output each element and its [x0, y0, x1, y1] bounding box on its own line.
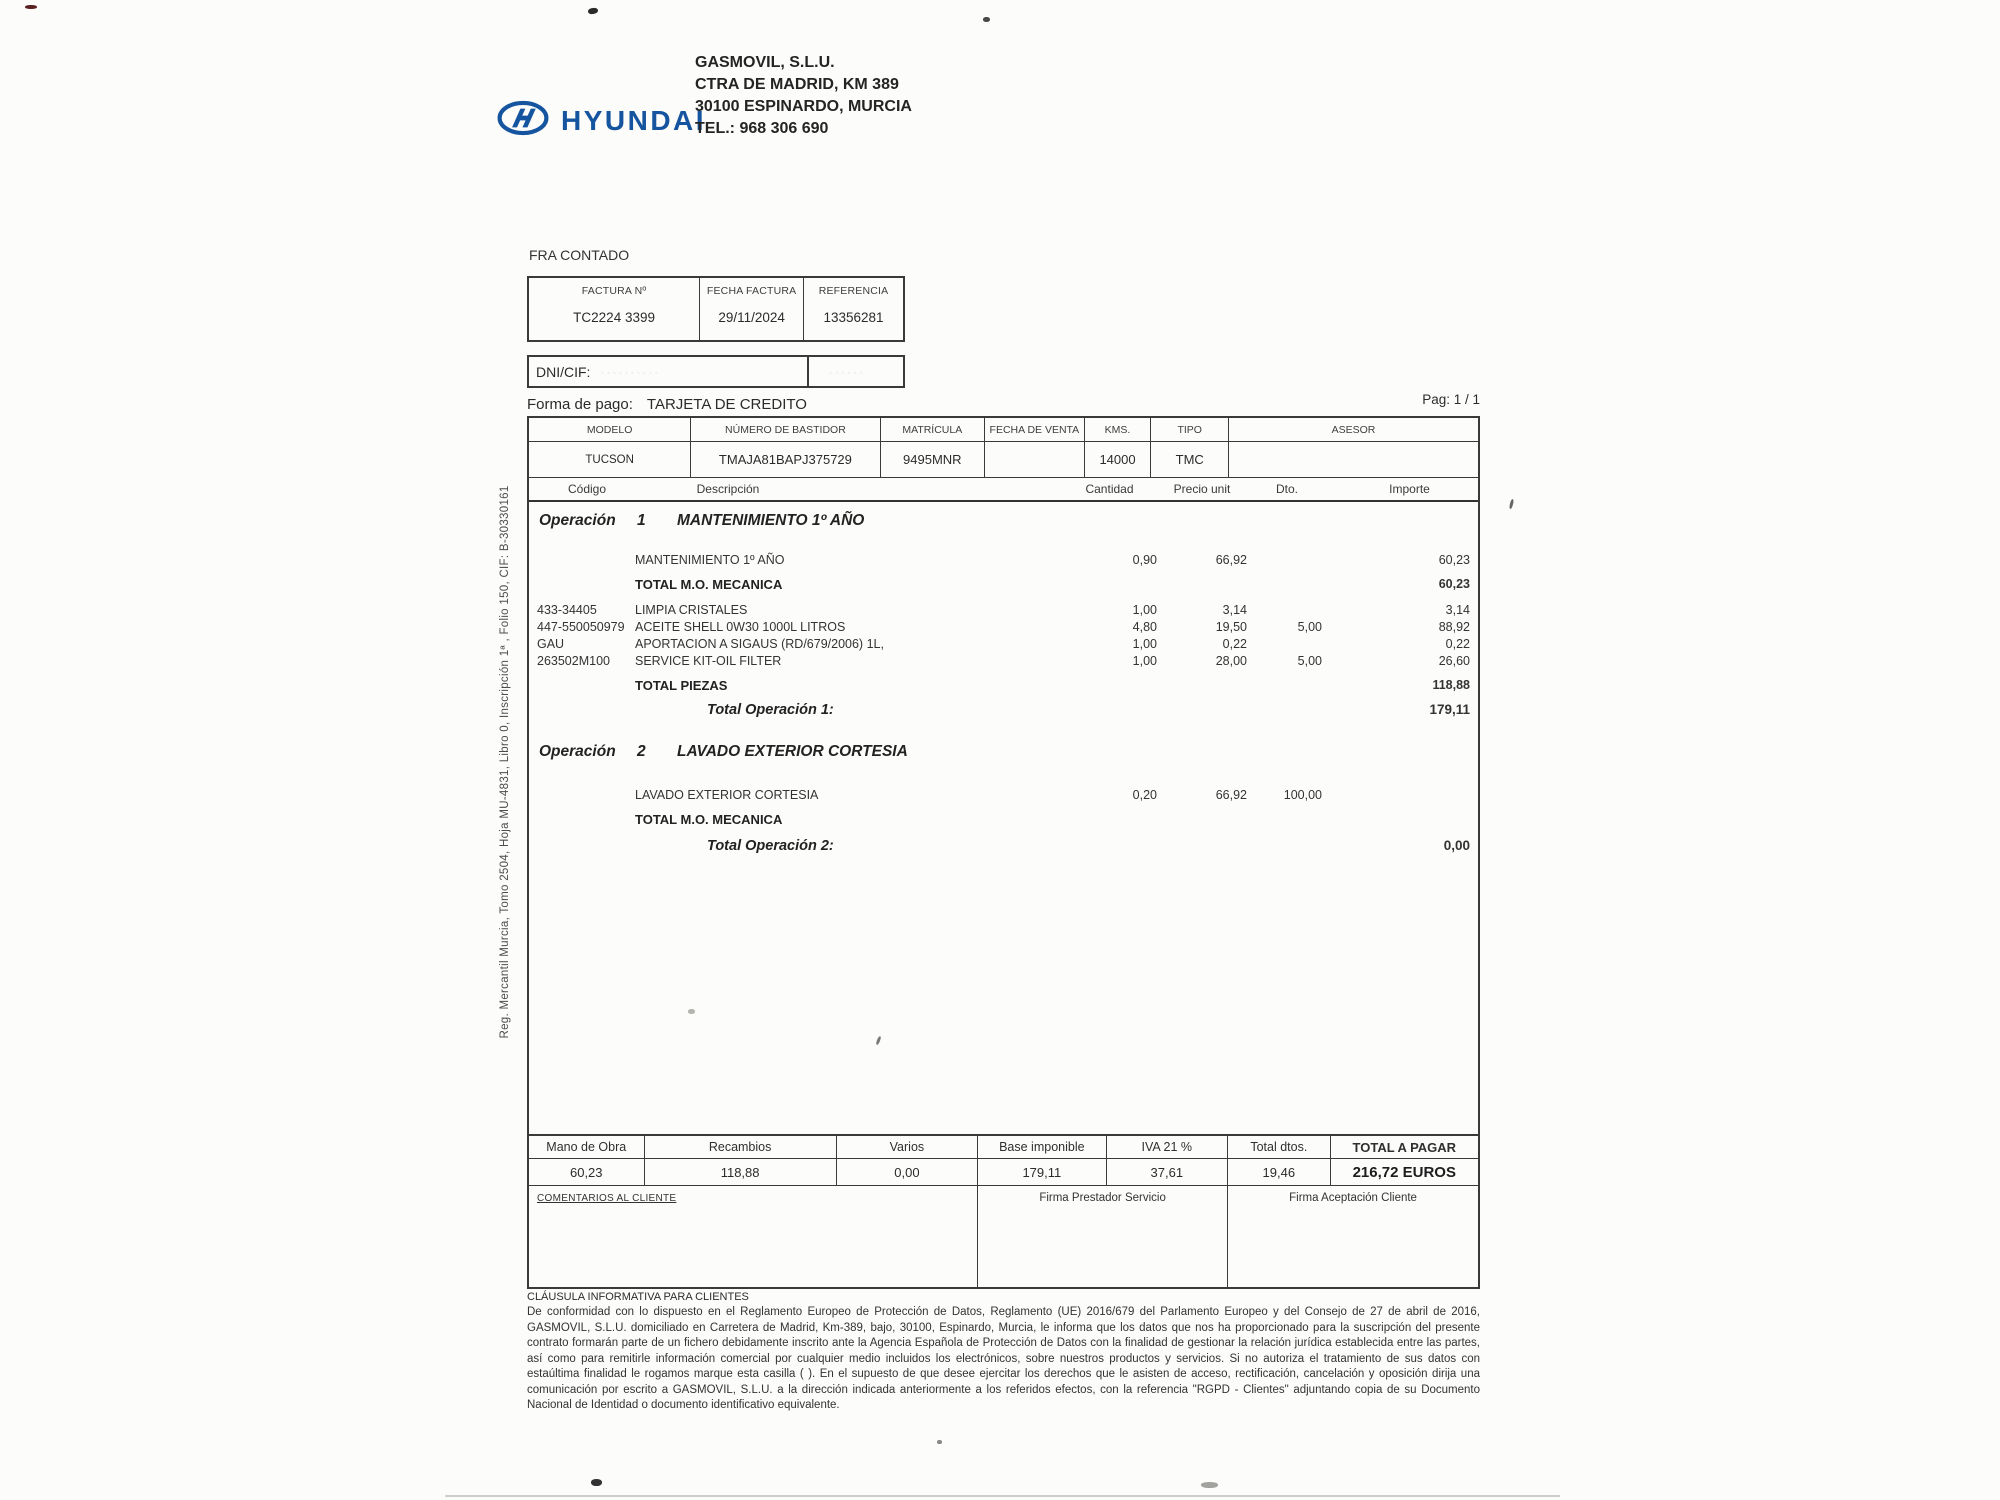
vehicle-header-modelo: MODELO	[529, 418, 691, 441]
totals-value-total-a-pagar: 216,72 EUROS	[1352, 1163, 1456, 1181]
invoice-number-header: FACTURA Nº	[581, 285, 647, 297]
operation-1-header	[529, 512, 1478, 530]
totals-value-iva: 37,61	[1107, 1159, 1228, 1185]
totals-value-varios: 0,00	[837, 1159, 978, 1185]
vehicle-header-kms: KMS.	[1085, 418, 1152, 441]
company-phone: TEL.: 968 306 690	[695, 120, 829, 137]
mercantile-registry-vertical-text: Reg. Mercantil Murcia, Tomo 2504, Hoja MU-4831, Libro 0, Inscripción 1ª , Folio 150, CIF: B-30330161	[499, 485, 511, 1039]
totals-header-base-imponible: Base imponible	[978, 1136, 1106, 1158]
item-dto: 5,00	[1297, 654, 1322, 668]
item-row-lavado	[529, 788, 1478, 806]
scan-speck	[588, 7, 599, 14]
page-number-label: Pag: 1 / 1	[1422, 392, 1480, 407]
item-price: 19,50	[1215, 620, 1247, 634]
item-amount: 26,60	[1438, 654, 1470, 668]
vehicle-asesor-value	[1229, 442, 1478, 477]
invoice-date-header: FECHA FACTURA	[706, 285, 797, 297]
company-info-block	[695, 52, 912, 140]
item-row-aceite	[529, 620, 1478, 638]
operation-2-number: 2	[637, 743, 646, 760]
item-dto: 100,00	[1283, 788, 1322, 802]
company-name: GASMOVIL, S.L.U.	[695, 54, 835, 71]
company-address-line1: CTRA DE MADRID, KM 389	[695, 76, 899, 93]
item-desc: MANTENIMIENTO 1º AÑO	[635, 553, 785, 567]
operation-2-name: LAVADO EXTERIOR CORTESIA	[677, 743, 908, 760]
item-code: 433-34405	[537, 603, 597, 617]
payment-method-value: TARJETA DE CREDITO	[646, 396, 807, 413]
invoice-number-cell	[529, 278, 700, 340]
provider-signature-label: Firma Prestador Servicio	[1039, 1192, 1166, 1204]
items-header-importe: Importe	[1389, 482, 1430, 496]
vehicle-header-matricula: MATRÍCULA	[881, 418, 986, 441]
item-qty: 0,20	[1132, 788, 1157, 802]
dni-box-divider	[807, 357, 809, 386]
hyundai-logo-text: HYUNDAI	[561, 104, 707, 136]
item-price: 66,92	[1215, 553, 1247, 567]
item-price: 28,00	[1215, 654, 1247, 668]
item-desc: APORTACION A SIGAUS (RD/679/2006) 1L,	[635, 637, 884, 651]
vehicle-header-asesor: ASESOR	[1331, 423, 1376, 436]
scan-speck	[591, 1479, 602, 1486]
totals-value-base-imponible: 179,11	[978, 1159, 1106, 1185]
hyundai-oval-icon	[497, 100, 549, 141]
operation-1-word: Operación	[539, 512, 616, 529]
invoice-reference-cell	[804, 278, 903, 340]
scan-speck	[937, 1440, 942, 1444]
item-price: 3,14	[1222, 603, 1247, 617]
item-qty: 1,00	[1132, 637, 1157, 651]
totals-header-recambios: Recambios	[645, 1136, 837, 1158]
subtotal-label: TOTAL PIEZAS	[635, 678, 728, 693]
vehicle-bastidor-value: TMAJA81BAPJ375729	[691, 442, 880, 477]
totals-header-total-a-pagar: TOTAL A PAGAR	[1352, 1139, 1457, 1155]
operation-total-amount: 179,11	[1429, 702, 1470, 717]
document-type-label: FRA CONTADO	[529, 247, 630, 263]
client-signature-cell	[1228, 1186, 1478, 1287]
dni-cif-box	[527, 355, 905, 388]
clause-text: De conformidad con lo dispuesto en el Reglamento Europeo de Protección de Datos, Reglamento (UE) 2016/679 del Parlamento Europeo y del Consejo de 27 de abril de 2016, GASMOVIL, S.L.U. domiciliado en Carretera de Madrid, Km-389, bajo, 30100, Espinardo, Murcia, le informa que los datos que nos ha proporcionado para la suscripción del presente contrato formarán parte de un fichero debidamente inscrito ante la Agencia Española de Protección de Datos con la finalidad de gestionar la relación jurídica establecida entre las partes, así como para remitirle información comercial por cualquier medio incluidos los electrónicos, sobre nuestros productos y servicios. Si no autoriza el tratamiento de sus datos con estaúltima finalidad le rogamos marque esta casilla ( ). En el supuesto de que desee ejercitar los derechos que le asisten de acceso, rectificación, cancelación y oposición dirija una comunicación por escrito a GASMOVIL, S.L.U. a la dirección indicada anteriormente a los referidos efectos, con la referencia "RGPD - Clientes" adjuntando copia de su Documento Nacional de Identidad o documento identificativo equivalente.	[527, 1306, 1480, 1411]
subtotal-label: TOTAL M.O. MECANICA	[635, 812, 783, 827]
item-qty: 1,00	[1132, 654, 1157, 668]
operation-2-total-row	[529, 838, 1478, 856]
item-amount: 60,23	[1438, 553, 1470, 567]
subtotal-mo-mecanica-2	[529, 812, 1478, 830]
provider-signature-cell	[978, 1186, 1228, 1287]
item-row-sigaus	[529, 637, 1478, 655]
vehicle-header-row	[529, 418, 1478, 442]
totals-header-iva: IVA 21 %	[1107, 1136, 1228, 1158]
payment-method-line	[527, 396, 807, 413]
totals-header-total-dtos: Total dtos.	[1228, 1136, 1331, 1158]
redacted-dni-value: ··········	[600, 364, 661, 379]
totals-value-mano-obra: 60,23	[529, 1159, 645, 1185]
subtotal-piezas	[529, 678, 1478, 696]
item-amount: 3,14	[1445, 603, 1470, 617]
item-price: 0,22	[1222, 637, 1247, 651]
invoice-reference-header: REFERENCIA	[818, 285, 889, 297]
item-qty: 4,80	[1132, 620, 1157, 634]
dni-cif-label: DNI/CIF:	[536, 363, 591, 380]
scan-speck	[983, 17, 990, 22]
operation-2-word: Operación	[539, 743, 616, 760]
totals-header-row	[529, 1136, 1478, 1159]
invoice-reference-value: 13356281	[823, 310, 884, 325]
item-price: 66,92	[1215, 788, 1247, 802]
vehicle-header-fecha-venta: FECHA DE VENTA	[985, 418, 1085, 441]
scan-speck	[25, 5, 37, 9]
vehicle-header-bastidor: NÚMERO DE BASTIDOR	[691, 418, 880, 441]
items-header-descripcion: Descripción	[696, 482, 760, 496]
operation-1-total-row	[529, 702, 1478, 720]
item-desc: LIMPIA CRISTALES	[635, 603, 748, 617]
items-body	[529, 502, 1478, 1135]
company-address-line2: 30100 ESPINARDO, MURCIA	[695, 98, 912, 115]
vehicle-fecha-venta-value	[985, 442, 1085, 477]
customer-comments-label: COMENTARIOS AL CLIENTE	[537, 1193, 677, 1204]
operation-total-label: Total Operación 1:	[707, 702, 834, 718]
item-code: 263502M100	[537, 654, 610, 668]
item-desc: SERVICE KIT-OIL FILTER	[635, 654, 782, 668]
subtotal-mo-mecanica-1	[529, 577, 1478, 595]
operation-total-label: Total Operación 2:	[707, 838, 834, 854]
invoice-main-table	[527, 416, 1480, 1289]
totals-header-mano-obra: Mano de Obra	[529, 1136, 645, 1158]
vehicle-kms-value: 14000	[1085, 442, 1152, 477]
item-desc: LAVADO EXTERIOR CORTESIA	[635, 788, 819, 802]
totals-value-row	[529, 1159, 1478, 1186]
vehicle-tipo-value: TMC	[1151, 442, 1229, 477]
vehicle-matricula-value: 9495MNR	[881, 442, 986, 477]
item-code: GAU	[537, 637, 565, 651]
totals-table	[529, 1134, 1478, 1287]
invoice-id-table	[527, 276, 905, 342]
item-amount: 88,92	[1438, 620, 1470, 634]
item-desc: ACEITE SHELL 0W30 1000L LITROS	[635, 620, 846, 634]
hyundai-logo	[497, 100, 706, 141]
operation-1-number: 1	[637, 512, 646, 529]
item-qty: 1,00	[1132, 603, 1157, 617]
invoice-number-value: TC2224 3399	[573, 310, 655, 325]
vehicle-header-tipo: TIPO	[1151, 418, 1229, 441]
subtotal-amount: 118,88	[1432, 678, 1470, 692]
items-header-row	[529, 478, 1478, 502]
item-dto: 5,00	[1297, 620, 1322, 634]
totals-value-recambios: 118,88	[645, 1159, 837, 1185]
item-row-limpia-cristales	[529, 603, 1478, 621]
scan-speck	[1201, 1482, 1218, 1488]
scan-edge-shadow	[445, 1495, 1560, 1497]
subtotal-label: TOTAL M.O. MECANICA	[635, 577, 783, 592]
scan-speck	[688, 1009, 695, 1014]
items-header-precio: Precio unit	[1173, 482, 1231, 496]
vehicle-modelo-value: TUCSON	[529, 442, 691, 477]
payment-method-label: Forma de pago:	[527, 396, 633, 413]
invoice-date-cell	[700, 278, 804, 340]
items-header-dto: Dto.	[1275, 482, 1298, 496]
totals-value-total-dtos: 19,46	[1228, 1159, 1331, 1185]
scan-speck	[1509, 499, 1514, 509]
operation-total-amount: 0,00	[1443, 838, 1470, 853]
clause-title: CLÁUSULA INFORMATIVA PARA CLIENTES	[527, 1291, 749, 1303]
items-header-codigo: Código	[567, 482, 607, 496]
customer-comments-cell	[529, 1186, 978, 1287]
redacted-secondary-value: ······	[829, 364, 865, 379]
operation-2-header	[529, 743, 1478, 761]
items-header-cantidad: Cantidad	[1085, 482, 1134, 496]
subtotal-amount: 60,23	[1438, 577, 1470, 591]
signature-row	[529, 1186, 1478, 1287]
item-row-mantenimiento	[529, 553, 1478, 571]
operation-1-name: MANTENIMIENTO 1º AÑO	[677, 512, 865, 529]
item-code: 447-550050979	[537, 620, 625, 634]
invoice-date-value: 29/11/2024	[718, 310, 785, 325]
client-signature-label: Firma Aceptación Cliente	[1289, 1192, 1417, 1204]
item-row-service-kit	[529, 654, 1478, 672]
item-qty: 0,90	[1132, 553, 1157, 567]
item-amount: 0,22	[1445, 637, 1470, 651]
vehicle-value-row	[529, 442, 1478, 478]
totals-header-varios: Varios	[837, 1136, 978, 1158]
